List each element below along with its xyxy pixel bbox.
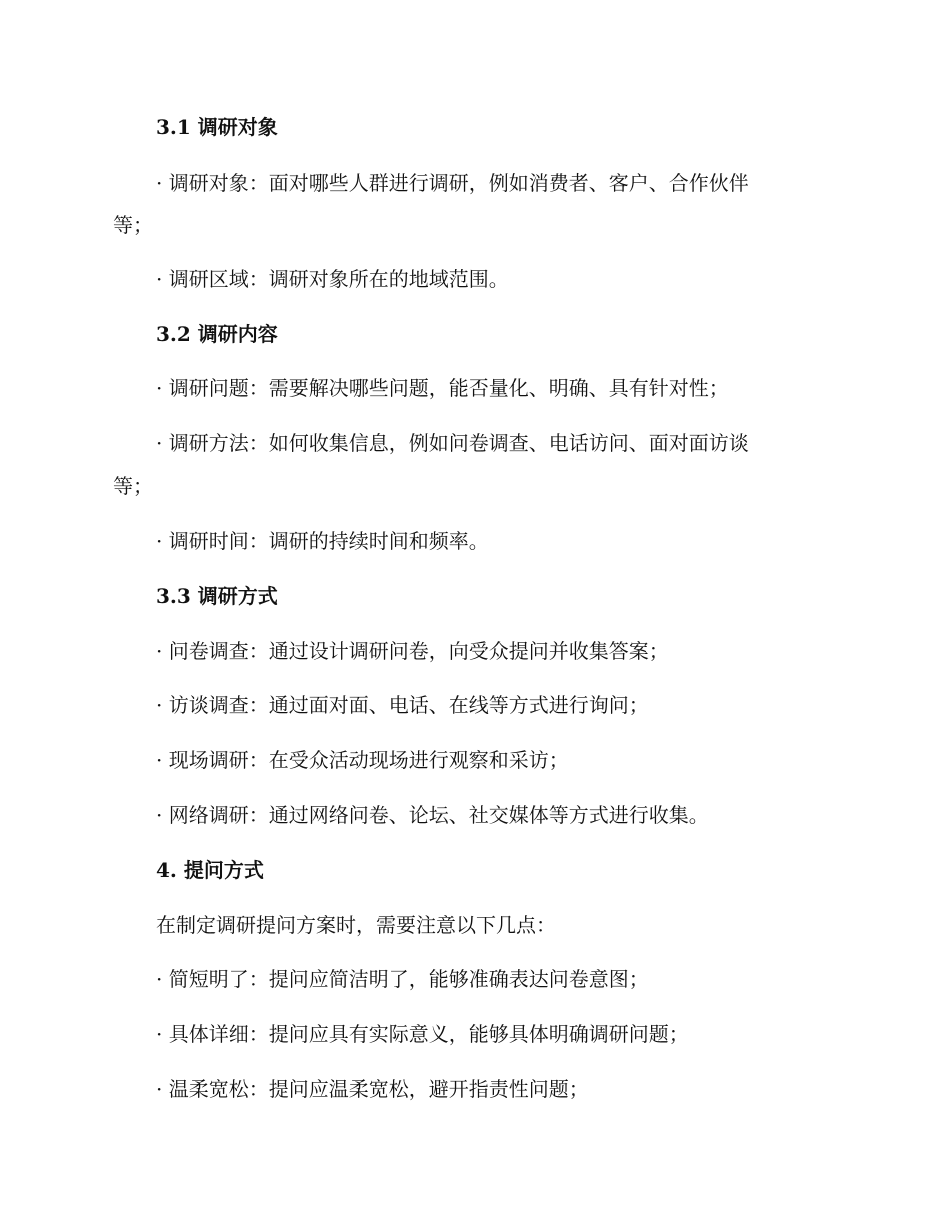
bullet-item-concise: · 简短明了：提问应简洁明了，能够准确表达问卷意图； (156, 967, 649, 991)
bullet-item-survey-time: · 调研时间：调研的持续时间和频率。 (156, 529, 489, 553)
bullet-item-survey-questions: · 调研问题：需要解决哪些问题，能否量化、明确、具有针对性； (156, 376, 729, 400)
bullet-item-field-research: · 现场调研：在受众活动现场进行观察和采访； (156, 748, 569, 772)
bullet-item-interview: · 访谈调查：通过面对面、电话、在线等方式进行询问； (156, 693, 649, 717)
bullet-item-survey-region: · 调研区域：调研对象所在的地域范围。 (156, 267, 509, 291)
bullet-item-specific: · 具体详细：提问应具有实际意义，能够具体明确调研问题； (156, 1022, 689, 1046)
bullet-item-survey-methods-continuation: 等； (113, 474, 153, 498)
section-heading-3-2: 3.2 调研内容 (156, 322, 278, 346)
bullet-item-online-research: · 网络调研：通过网络问卷、论坛、社交媒体等方式进行收集。 (156, 803, 709, 827)
section-heading-3-1: 3.1 调研对象 (156, 115, 278, 139)
bullet-item-gentle: · 温柔宽松：提问应温柔宽松，避开指责性问题； (156, 1077, 589, 1101)
section-heading-3-3: 3.3 调研方式 (156, 584, 278, 608)
bullet-item-questionnaire: · 问卷调查：通过设计调研问卷，向受众提问并收集答案； (156, 639, 669, 663)
section-heading-4: 4. 提问方式 (156, 858, 264, 882)
bullet-item-survey-target: · 调研对象：面对哪些人群进行调研，例如消费者、客户、合作伙伴 (156, 171, 749, 195)
bullet-item-survey-target-continuation: 等； (113, 213, 153, 237)
bullet-item-survey-methods: · 调研方法：如何收集信息，例如问卷调查、电话访问、面对面访谈 (156, 431, 749, 455)
section-intro: 在制定调研提问方案时，需要注意以下几点： (156, 913, 556, 937)
